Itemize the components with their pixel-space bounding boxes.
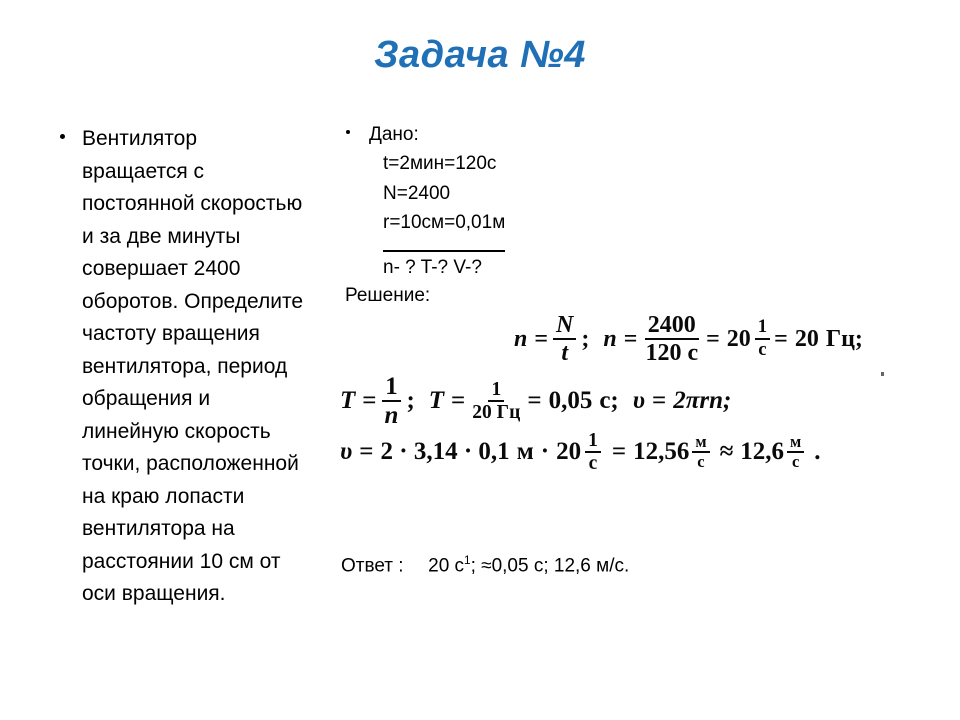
formula-value-1256: 12,56 bbox=[633, 438, 690, 465]
formula-var-n: n bbox=[514, 325, 528, 352]
formula-semicolon: ; bbox=[581, 325, 590, 352]
formula-unit-hertz: Гц; bbox=[825, 325, 863, 352]
problem-bullet-item bbox=[55, 123, 305, 611]
problem-statement-column bbox=[55, 123, 305, 611]
formula-equals-2: = bbox=[623, 325, 638, 352]
formula-approx-sign: ≈ bbox=[719, 438, 734, 465]
formula-unit-meters-per-second bbox=[692, 431, 709, 471]
formula-equals: = bbox=[359, 438, 374, 465]
fraction-denominator: 120 с bbox=[645, 340, 699, 366]
page-title: Задача №4 bbox=[374, 34, 586, 76]
given-values-list bbox=[340, 149, 640, 238]
answer-frequency-exponent: 1 bbox=[464, 554, 471, 567]
formula-var-T-2: T bbox=[428, 387, 445, 414]
fraction-denominator: 20 Гц bbox=[472, 402, 521, 423]
fraction-numerator: 1 bbox=[585, 431, 601, 454]
fraction-numerator: 1 bbox=[755, 318, 770, 340]
given-heading-row bbox=[340, 120, 640, 149]
answer-remaining-values: ; ≈0,05 с; 12,6 м/с. bbox=[470, 555, 630, 577]
formula-period: . bbox=[814, 438, 821, 465]
scan-artifact-dot bbox=[881, 372, 884, 376]
formula-unit-per-second bbox=[585, 431, 601, 474]
formula-equals-4: = bbox=[774, 325, 788, 352]
formula-var-n-2: n bbox=[603, 325, 617, 352]
fraction-numerator: N bbox=[553, 313, 576, 340]
formula-fraction-2400-over-120s bbox=[642, 313, 701, 365]
formula-line-frequency bbox=[514, 310, 946, 368]
given-divider-wrap bbox=[340, 238, 640, 252]
fraction-denominator: t bbox=[561, 340, 569, 366]
given-line-revolutions: N=2400 bbox=[383, 182, 451, 204]
formula-equals-3: = bbox=[706, 325, 720, 352]
answer-frequency-value: 20 с bbox=[428, 555, 465, 577]
solution-label: Решение: bbox=[345, 284, 431, 306]
fraction-denominator: с bbox=[588, 453, 598, 474]
formula-multiply-dot: · bbox=[540, 438, 550, 465]
fraction-denominator: n bbox=[384, 402, 399, 429]
formula-expression-2pirn: 2πrn; bbox=[673, 387, 732, 414]
formula-fraction-1-over-20hz bbox=[469, 380, 523, 423]
given-line-radius: r=10см=0,01м bbox=[383, 212, 506, 233]
answer-label: Ответ : bbox=[341, 555, 404, 577]
formula-factors: 2 · 3,14 · 0,1 bbox=[380, 438, 510, 465]
fraction-denominator: с bbox=[792, 452, 800, 471]
formula-equals: = bbox=[534, 325, 549, 352]
given-label: Дано: bbox=[369, 124, 419, 145]
fraction-numerator: м bbox=[692, 434, 709, 454]
formula-unit-meters: м bbox=[516, 438, 534, 465]
fraction-denominator: с bbox=[758, 339, 767, 360]
formula-line-linear-speed bbox=[340, 428, 946, 476]
bullet-point-icon bbox=[346, 130, 350, 134]
formula-unit-seconds: с; bbox=[599, 387, 619, 414]
formula-unit-per-second bbox=[755, 318, 770, 359]
formula-var-upsilon: υ bbox=[632, 387, 645, 414]
formula-equals: = bbox=[362, 387, 377, 414]
formula-fraction-N-over-t bbox=[553, 313, 576, 365]
problem-text: Вентилятор вращается с постоянной скоростью и за две минуты совершает 2400 оборотов. Определите частоту вращения вентилятора, период обращения и линейную скорость точки, расположенной на краю лопасти вентилятора на расстоянии 10 см от оси вращения. bbox=[82, 127, 304, 605]
given-unknowns: n- ? T-? V-? bbox=[383, 256, 482, 278]
answer-line bbox=[341, 548, 629, 579]
formula-value-period: 0,05 bbox=[548, 387, 593, 414]
fraction-numerator: 1 bbox=[382, 374, 401, 402]
given-line-time: t=2мин=120с bbox=[383, 153, 497, 174]
fraction-denominator: с bbox=[697, 452, 705, 471]
formula-semicolon: ; bbox=[406, 387, 415, 414]
formula-value-20: 20 bbox=[726, 325, 751, 352]
formula-value-126: 12,6 bbox=[740, 438, 785, 465]
bullet-point-icon bbox=[60, 134, 65, 139]
formula-equals-2: = bbox=[611, 438, 627, 465]
fraction-numerator: м bbox=[787, 434, 804, 454]
formula-unit-meters-per-second-2 bbox=[787, 431, 804, 471]
formula-equals-3: = bbox=[527, 387, 542, 414]
formula-line-period bbox=[340, 373, 946, 429]
formula-value-20-hz: 20 bbox=[794, 325, 819, 352]
formula-var-upsilon-2: υ bbox=[340, 438, 353, 465]
formula-fraction-1-over-n bbox=[382, 374, 402, 428]
solution-formula-image bbox=[336, 310, 946, 476]
formula-var-T: T bbox=[340, 387, 356, 414]
fraction-numerator: 1 bbox=[488, 380, 504, 403]
given-column bbox=[340, 120, 640, 309]
formula-equals-2: = bbox=[451, 387, 466, 414]
fraction-numerator: 2400 bbox=[645, 313, 699, 340]
formula-value-20: 20 bbox=[556, 438, 582, 465]
formula-equals-4: = bbox=[652, 387, 667, 414]
